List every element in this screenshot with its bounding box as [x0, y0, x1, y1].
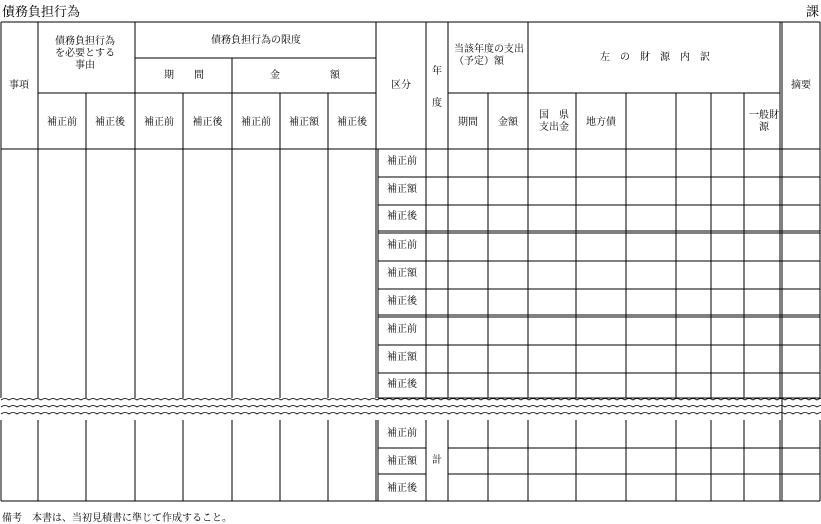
header-exp-amount: 金額	[498, 117, 518, 128]
footer-note: 備考 本書は、当初見積書に準じて作成すること。	[2, 513, 232, 524]
header-reason: 債務負担行為を必要とする事由	[55, 36, 115, 71]
header-amount-before: 補正前	[241, 117, 271, 128]
header-year-bottom: 度	[432, 98, 442, 109]
row-label: 補正額	[387, 184, 417, 195]
row-label: 補正額	[387, 456, 417, 467]
header-limit: 債務負担行為の限度	[211, 35, 301, 46]
row-label: 補正額	[387, 352, 417, 363]
form-title: 債務負担行為	[2, 5, 81, 20]
header-amount-after: 補正後	[337, 117, 367, 128]
department-suffix: 課	[805, 5, 819, 20]
table-break-line	[1, 413, 821, 415]
header-period-before: 補正前	[144, 117, 174, 128]
header-src-bond: 地方債	[586, 117, 616, 128]
header-kubun: 区分	[391, 80, 411, 91]
header-amount-diff: 補正額	[289, 117, 319, 128]
header-period: 期 間	[164, 70, 204, 81]
header-sources: 左 の 財 源 内 訳	[600, 52, 710, 63]
header-period-after: 補正後	[192, 117, 223, 128]
row-label: 補正額	[387, 268, 417, 279]
header-year-top: 年	[432, 66, 442, 77]
header-remarks: 摘要	[791, 80, 811, 91]
table-break-line	[1, 399, 821, 401]
header-exp-period: 期間	[458, 117, 478, 128]
row-label: 補正後	[387, 211, 417, 222]
header-src-general: 一般財源	[749, 110, 779, 133]
header-src-national: 国 県支出金	[539, 110, 569, 133]
header-amount: 金 額	[270, 70, 340, 81]
header-expense: 当該年度の支出（予定）額	[454, 44, 524, 67]
row-label: 補正後	[387, 379, 417, 390]
row-label: 補正前	[387, 428, 417, 439]
row-label: 補正後	[387, 483, 417, 494]
table-break-line	[1, 406, 821, 408]
row-label: 補正後	[387, 296, 417, 307]
row-label: 補正前	[387, 240, 417, 251]
total-label: 計	[432, 455, 442, 466]
header-item: 事項	[9, 80, 29, 91]
header-reason-after: 補正後	[95, 117, 125, 128]
header-reason-before: 補正前	[47, 117, 77, 128]
row-label: 補正前	[387, 156, 417, 167]
row-label: 補正前	[387, 324, 417, 335]
